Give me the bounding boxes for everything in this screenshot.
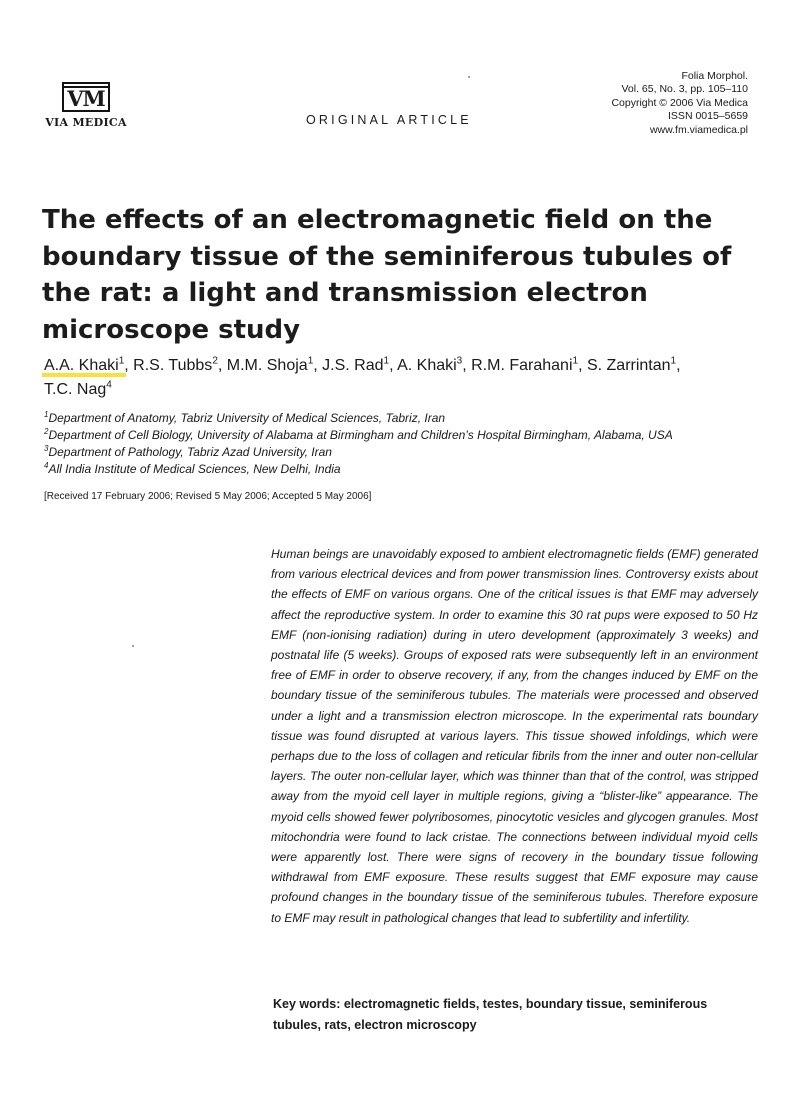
author-list: A.A. Khaki$^1$, R.S. Tubbs$^2$, M.M. Shoja$^1$, J.S. Rad$^1$, A. Khaki$^3$, R.M. Farahani$^1$, S. Zarrintan$^1$, T.C. Nag$^4$ xyxy=(44,355,681,398)
affiliations xyxy=(44,410,774,478)
author-name: J.S. Rad$^1$ xyxy=(322,355,390,374)
affiliation: $^4$All India Institute of Medical Sciences, New Delhi, India xyxy=(44,461,341,476)
keywords: Key words: electromagnetic fields, testes, boundary tissue, seminiferous tubules, rats, electron microscopy xyxy=(273,997,708,1032)
received-dates: [Received 17 February 2006; Revised 5 May 2006; Accepted 5 May 2006] xyxy=(44,491,372,502)
author-name: M.M. Shoja$^1$ xyxy=(226,355,314,374)
author-name: A. Khaki$^3$ xyxy=(397,355,463,374)
author-name: A.A. Khaki$^1$ xyxy=(44,355,125,374)
journal-issn: ISSN 0015–5659 xyxy=(668,110,748,123)
author-name: S. Zarrintan$^1$ xyxy=(586,355,677,374)
author-name: R.M. Farahani$^1$ xyxy=(471,355,579,374)
journal-volume: Vol. 65, No. 3, pp. 105–110 xyxy=(621,83,748,96)
publisher-logo xyxy=(40,86,132,129)
article-section-label: ORIGINAL ARTICLE xyxy=(306,113,472,127)
article-title: The effects of an electromagnetic field on the boundary tissue of the seminiferous tubules of the rat: a light and transmission electron microscope study xyxy=(42,205,732,345)
journal-url: www.fm.viamedica.pl xyxy=(649,123,748,136)
affiliation: $^1$Department of Anatomy, Tabriz University of Medical Sciences, Tabriz, Iran xyxy=(44,410,446,425)
scan-speck xyxy=(132,645,134,647)
publisher-name: VIA MEDICA xyxy=(45,116,127,129)
scan-speck xyxy=(468,76,470,78)
journal-copyright: Copyright © 2006 Via Medica xyxy=(611,96,748,109)
affiliation: $^3$Department of Pathology, Tabriz Azad University, Iran xyxy=(44,444,332,459)
via-medica-logo-mark: VM xyxy=(62,86,110,112)
affiliation: $^2$Department of Cell Biology, University of Alabama at Birmingham and Children’s Hospital Birmingham, Alabama, USA xyxy=(44,427,673,442)
abstract: Human beings are unavoidably exposed to ambient electromagnetic fields (EMF) generated from various electrical devices and from power transmission lines. Controversy exists about the effects of EMF on various organs. One of the critical issues is that EMF may adversely affect the reproductive system. In order to examine this 30 rat pups were exposed to 50 Hz EMF (non-ionising radiation) during in utero development (approximately 3 weeks) and postnatal life (5 weeks). Groups of exposed rats were subsequently left in an environment free of EMF in order to observe recovery, if any, from the changes induced by EMF on the boundary tissue of the seminiferous tubules. The materials were processed and observed under a light and a transmission electron microscope. In the experimental rats boundary tissue was found disrupted at various layers. This tissue showed infoldings, which were perhaps due to the loss of collagen and reticular fibrils from the inner and outer non-cellular layers. The outer non-cellular layer, which was thinner than that of the control, was stripped away from the myoid cell layer in multiple regions, giving a “blister-like” appearance. The myoid cells showed fewer polyribosomes, pinocytotic vesicles and glycogen granules. Most mitochondria were found to lack cristae. The connections between individual myoid cells were apparently lost. There were signs of recovery in the boundary tissue following withdrawal from EMF exposure. These results suggest that EMF exposure may cause profound changes in the boundary tissue of the seminiferous tubules. Therefore exposure to EMF may result in pathological changes that lead to subfertility and infertility. xyxy=(271,547,758,925)
author-name: R.S. Tubbs$^2$ xyxy=(133,355,218,374)
author-name: T.C. Nag$^4$ xyxy=(44,379,112,398)
journal-name: Folia Morphol. xyxy=(681,70,748,82)
journal-info xyxy=(611,70,748,137)
